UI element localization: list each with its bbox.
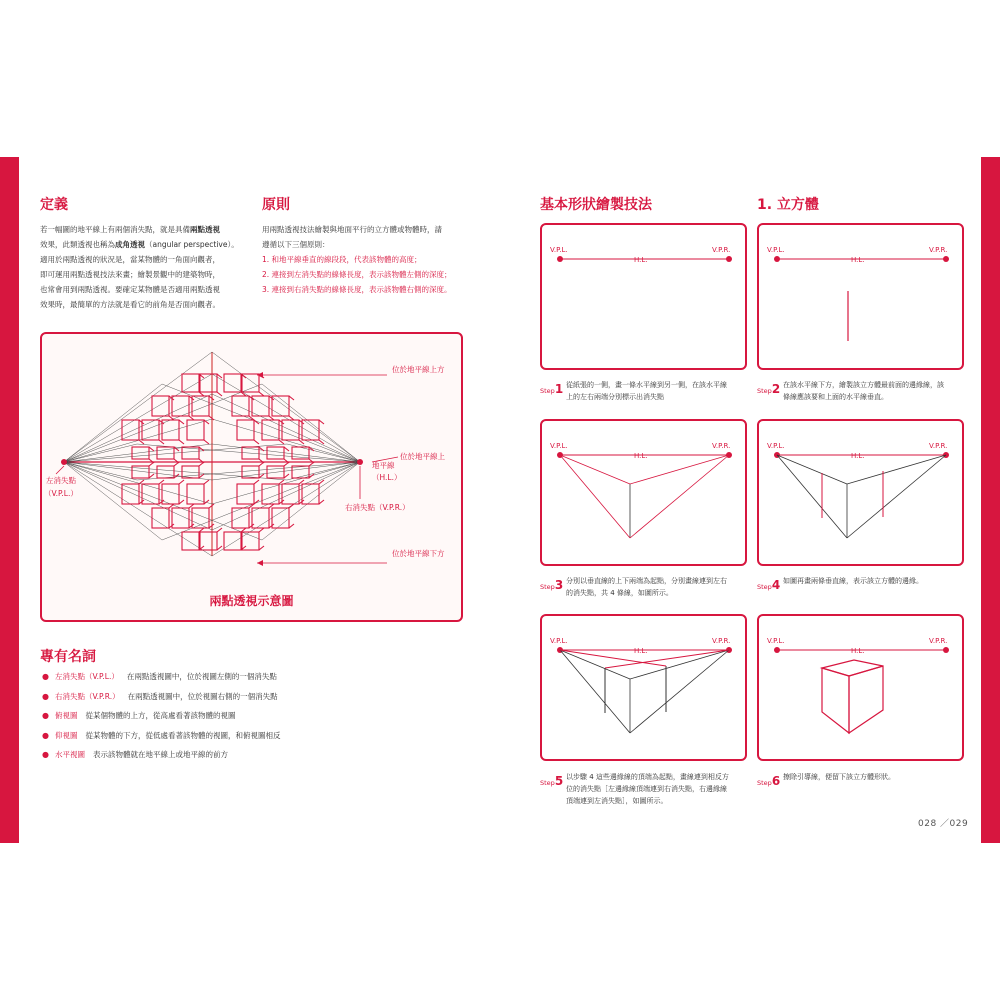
vpr-label: V.P.R. bbox=[929, 442, 948, 450]
step-number: 2 bbox=[771, 382, 781, 396]
label-right-vp: 右消失點（V.P.R.） bbox=[345, 503, 410, 512]
step-4-instruction bbox=[757, 574, 972, 593]
step-3-panel bbox=[540, 419, 747, 566]
step-number: 4 bbox=[771, 578, 781, 592]
step-5-drawing bbox=[542, 616, 745, 759]
step-5-panel bbox=[540, 614, 747, 761]
vpl-label: V.P.L. bbox=[550, 442, 568, 450]
principle-item: 2. 連接到左消失點的線條長度，表示該物體左側的深度； bbox=[262, 270, 452, 279]
right-edge-bar bbox=[981, 157, 1000, 843]
label-left-vp-abbr: （V.P.L.） bbox=[44, 489, 78, 498]
vpl-label: V.P.L. bbox=[767, 637, 785, 645]
label-left-vp: 左消失點 bbox=[46, 476, 76, 485]
vpr-label: V.P.R. bbox=[712, 442, 731, 450]
label-horizon-line: 地平線 bbox=[372, 461, 395, 470]
step-2-drawing bbox=[759, 225, 962, 368]
diagram-caption: 兩點透視示意圖 bbox=[209, 594, 294, 608]
cube-title: 1. 立方體 bbox=[757, 197, 819, 213]
hl-label: H.L. bbox=[851, 452, 865, 460]
vpr-label: V.P.R. bbox=[929, 637, 948, 645]
page-number: 028 ／029 bbox=[918, 819, 969, 829]
step-2-instruction bbox=[757, 378, 972, 401]
step-text: 擦除引導線，便留下該立方體形狀。 bbox=[783, 773, 895, 781]
vpr-label: V.P.R. bbox=[929, 246, 948, 254]
label-horizon-abbr: （H.L.） bbox=[372, 473, 402, 482]
vpl-label: V.P.L. bbox=[550, 246, 568, 254]
step-word: Step bbox=[540, 387, 555, 395]
hl-label: H.L. bbox=[851, 256, 865, 264]
technique-title: 基本形狀繪製技法 bbox=[540, 197, 652, 213]
step-1-panel bbox=[540, 223, 747, 370]
step-text: 在該水平線下方，繪製該立方體最前面的邊緣線，該 條線應該要和上面的水平線垂直。 bbox=[783, 381, 944, 401]
two-point-perspective-diagram bbox=[40, 332, 463, 622]
label-above-horizon: 位於地平線上方 bbox=[392, 365, 445, 374]
terms-list bbox=[42, 667, 462, 765]
principle-item: 1. 和地平線垂直的線段段，代表該物體的高度； bbox=[262, 255, 422, 264]
step-word: Step bbox=[757, 779, 772, 787]
step-number: 6 bbox=[771, 774, 781, 788]
step-word: Step bbox=[540, 779, 555, 787]
terms-title: 專有名詞 bbox=[40, 649, 96, 665]
hl-label: H.L. bbox=[851, 647, 865, 655]
term-item: ● 水平視圖 表示該物體就在地平線上或地平線的前方 bbox=[42, 750, 228, 759]
hl-label: H.L. bbox=[634, 256, 648, 264]
principle-intro: 用兩點透視技法繪製與地面平行的立方體或物體時，請 遵循以下三個原則： bbox=[262, 225, 442, 249]
label-on-horizon: 位於地平線上 bbox=[400, 452, 445, 461]
step-text: 如圖再畫兩條垂直線，表示該立方體的邊緣。 bbox=[783, 577, 923, 585]
vpr-label: V.P.R. bbox=[712, 246, 731, 254]
step-number: 3 bbox=[554, 578, 564, 592]
step-3-instruction bbox=[540, 574, 755, 597]
step-number: 5 bbox=[554, 774, 564, 788]
step-1-drawing bbox=[542, 225, 745, 368]
step-1-instruction bbox=[540, 378, 755, 401]
vpl-label: V.P.L. bbox=[767, 246, 785, 254]
label-below-horizon: 位於地平線下方 bbox=[392, 549, 445, 558]
step-6-panel bbox=[757, 614, 964, 761]
step-word: Step bbox=[540, 583, 555, 591]
term-item: ● 右消失點（V.P.R.） 在兩點透視圖中，位於視圖右側的一個消失點 bbox=[42, 691, 278, 701]
term-item: ● 俯視圖 從某個物體的上方，從高處看著該物體的視圖 bbox=[42, 711, 236, 720]
step-word: Step bbox=[757, 387, 772, 395]
step-word: Step bbox=[757, 583, 772, 591]
step-6-drawing bbox=[759, 616, 962, 759]
term-item: ● 仰視圖 從某物體的下方，從低處看著該物體的視圖，和俯視圖相反 bbox=[42, 730, 281, 740]
step-text: 從紙張的一側，畫一條水平線到另一側，在該水平線 上的左右兩端分別標示出消失點 bbox=[566, 381, 727, 401]
step-4-panel bbox=[757, 419, 964, 566]
vpl-label: V.P.L. bbox=[550, 637, 568, 645]
step-text: 分別以垂直線的上下兩端為起點，分別畫線連到左右 的消失點，共 4 條線，如圖所示。 bbox=[566, 577, 727, 597]
step-6-instruction bbox=[757, 770, 972, 789]
principle-item: 3. 連接到右消失點的線條長度，表示該物體右側的深度。 bbox=[262, 285, 452, 294]
definition-paragraph: 若一幅圖的地平線上有兩個消失點，就是具備兩點透視 效果，此類透視也稱為成角透視（angular perspective）。 適用於兩點透視的狀況是，當某物體的一角面向觀者， 即可運用兩點透視技法來畫；繪製景觀中的建築物時， 也常會用到兩點透視。要確定某物體是否適用兩點透視 效果時，最簡單的方法就是看它的前角是否面向觀者。 bbox=[40, 225, 239, 309]
vpl-label: V.P.L. bbox=[767, 442, 785, 450]
step-text: 以步驟 4 這些邊緣線的頂端為起點，畫線連到相反方 位的消失點［左邊緣線頂端連到右消失點，右邊緣線 頂端連到左消失點］，如圖所示。 bbox=[566, 773, 729, 805]
hl-label: H.L. bbox=[634, 452, 648, 460]
step-number: 1 bbox=[554, 382, 564, 396]
step-2-panel bbox=[757, 223, 964, 370]
vpr-label: V.P.R. bbox=[712, 637, 731, 645]
left-edge-bar bbox=[0, 157, 19, 843]
principle-title: 原則 bbox=[262, 197, 290, 213]
hl-label: H.L. bbox=[634, 647, 648, 655]
step-5-instruction bbox=[540, 770, 755, 805]
step-3-drawing bbox=[542, 421, 745, 564]
term-item: ● 左消失點（V.P.L.） 在兩點透視圖中，位於視圖左側的一個消失點 bbox=[42, 672, 277, 681]
definition-title: 定義 bbox=[40, 197, 68, 213]
step-4-drawing bbox=[759, 421, 962, 564]
